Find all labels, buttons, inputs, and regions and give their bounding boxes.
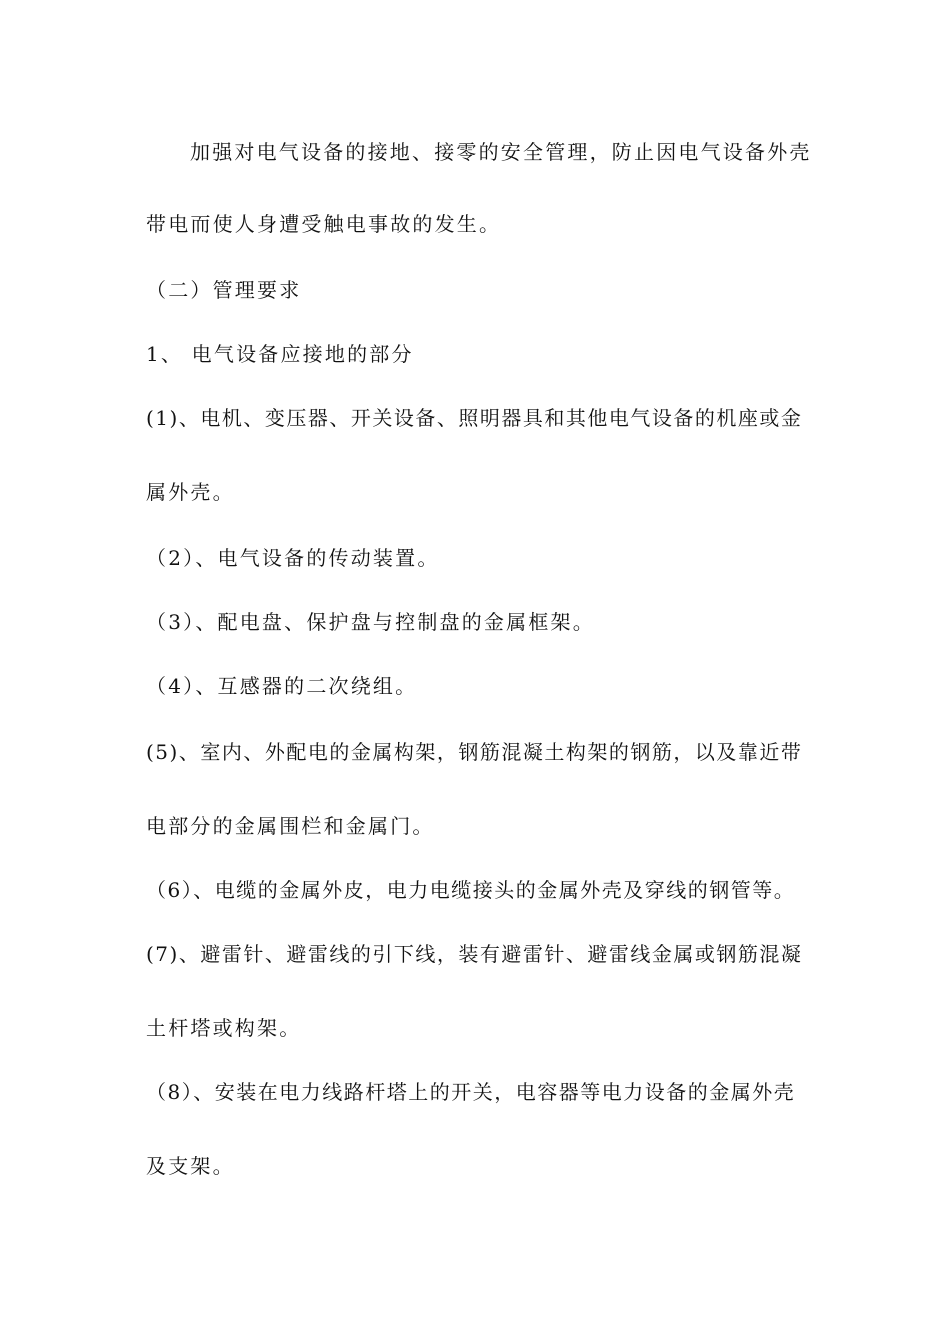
list-item-line: （6）、电缆的金属外皮，电力电缆接头的金属外壳及穿线的钢管等。 [146, 878, 796, 902]
list-item-line: 土杆塔或构架。 [146, 1016, 302, 1040]
list-item-line: 属外壳。 [146, 480, 235, 504]
list-item-line: (7)、避雷针、避雷线的引下线，装有避雷针、避雷线金属或钢筋混凝 [146, 942, 803, 966]
list-item-line: 及支架。 [146, 1154, 235, 1178]
list-item-line: 电部分的金属围栏和金属门。 [146, 814, 435, 838]
list-item-line: (5)、室内、外配电的金属构架，钢筋混凝土构架的钢筋，以及靠近带 [146, 740, 803, 764]
subsection-heading: 1、 电气设备应接地的部分 [146, 342, 414, 366]
list-item-line: （3）、配电盘、保护盘与控制盘的金属框架。 [146, 610, 595, 634]
section-heading: （二）管理要求 [146, 278, 302, 302]
list-item-line: （2）、电气设备的传动装置。 [146, 546, 440, 570]
list-item-line: （4）、互感器的二次绕组。 [146, 674, 418, 698]
paragraph-line: 加强对电气设备的接地、接零的安全管理，防止因电气设备外壳 [190, 140, 812, 164]
list-item-line: （8）、安装在电力线路杆塔上的开关，电容器等电力设备的金属外壳 [146, 1080, 796, 1104]
paragraph-line: 带电而使人身遭受触电事故的发生。 [146, 212, 502, 236]
list-item-line: (1)、电机、变压器、开关设备、照明器具和其他电气设备的机座或金 [146, 406, 803, 430]
